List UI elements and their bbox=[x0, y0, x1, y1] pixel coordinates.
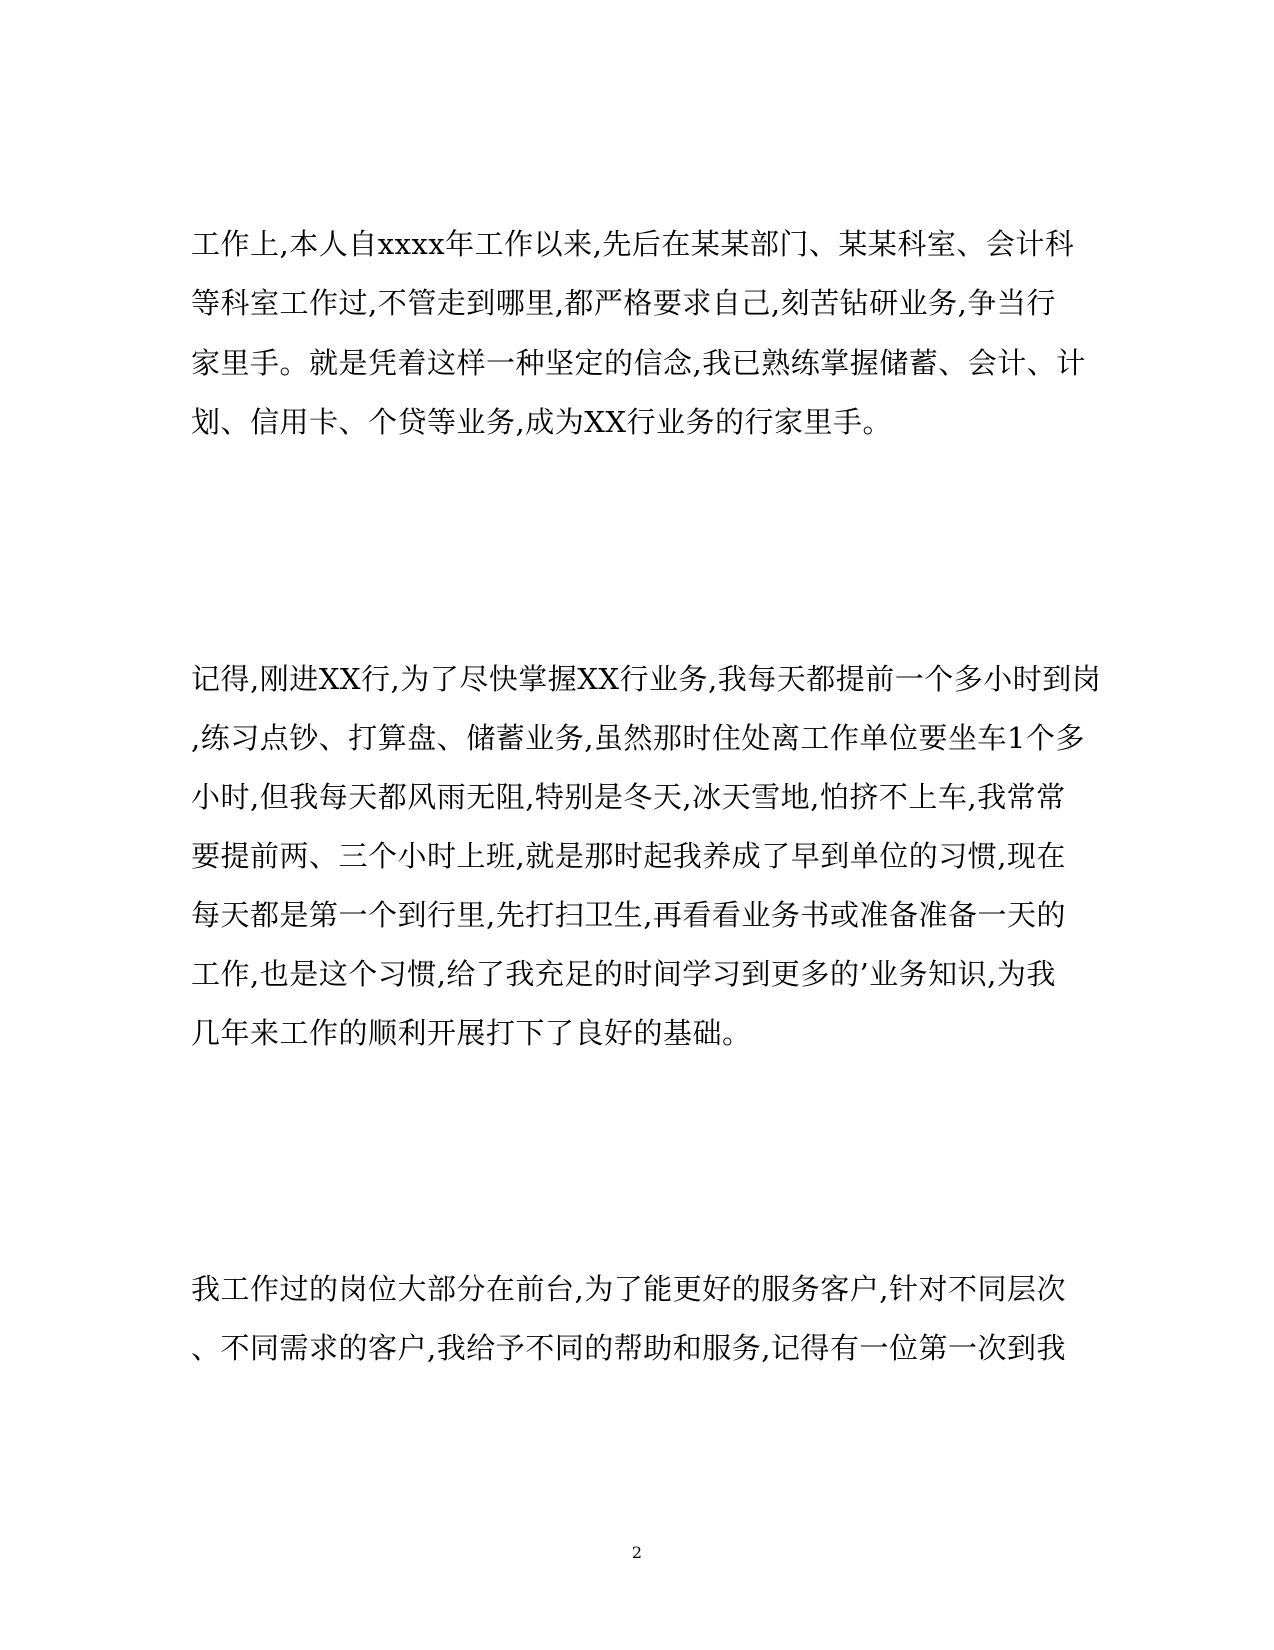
paragraph-line: 工作,也是这个习惯,给了我充足的时间学习到更多的’业务知识,为我 bbox=[191, 957, 1056, 991]
paragraph-line: 等科室工作过,不管走到哪里,都严格要求自己,刻苦钻研业务,争当行 bbox=[191, 286, 1056, 320]
paragraph-line: 工作上,本人自xxxx年工作以来,先后在某某部门、某某科室、会计科 bbox=[191, 227, 1075, 261]
paragraph-line: 我工作过的岗位大部分在前台,为了能更好的服务客户,针对不同层次 bbox=[191, 1272, 1066, 1306]
paragraph-line: 几年来工作的顺利开展打下了良好的基础。 bbox=[191, 1016, 752, 1050]
paragraph-line: 家里手。就是凭着这样一种坚定的信念,我已熟练掌握储蓄、会计、计 bbox=[191, 346, 1086, 380]
paragraph-line: 小时,但我每天都风雨无阻,特别是冬天,冰天雪地,怕挤不上车,我常常 bbox=[191, 780, 1066, 814]
paragraph-line: 每天都是第一个到行里,先打扫卫生,再看看业务书或准备准备一天的 bbox=[191, 898, 1066, 932]
paragraph-line: 、不同需求的客户,我给予不同的帮助和服务,记得有一位第一次到我 bbox=[191, 1331, 1066, 1365]
page-number: 2 bbox=[631, 1543, 643, 1562]
paragraph-line: 划、信用卡、个贷等业务,成为XX行业务的行家里手。 bbox=[191, 405, 893, 439]
paragraph-line: ,练习点钞、打算盘、储蓄业务,虽然那时住处离工作单位要坐车1个多 bbox=[191, 721, 1085, 755]
paragraph-line: 要提前两、三个小时上班,就是那时起我养成了早到单位的习惯,现在 bbox=[191, 839, 1066, 873]
paragraph-line: 记得,刚进XX行,为了尽快掌握XX行业务,我每天都提前一个多小时到岗 bbox=[191, 662, 1102, 696]
